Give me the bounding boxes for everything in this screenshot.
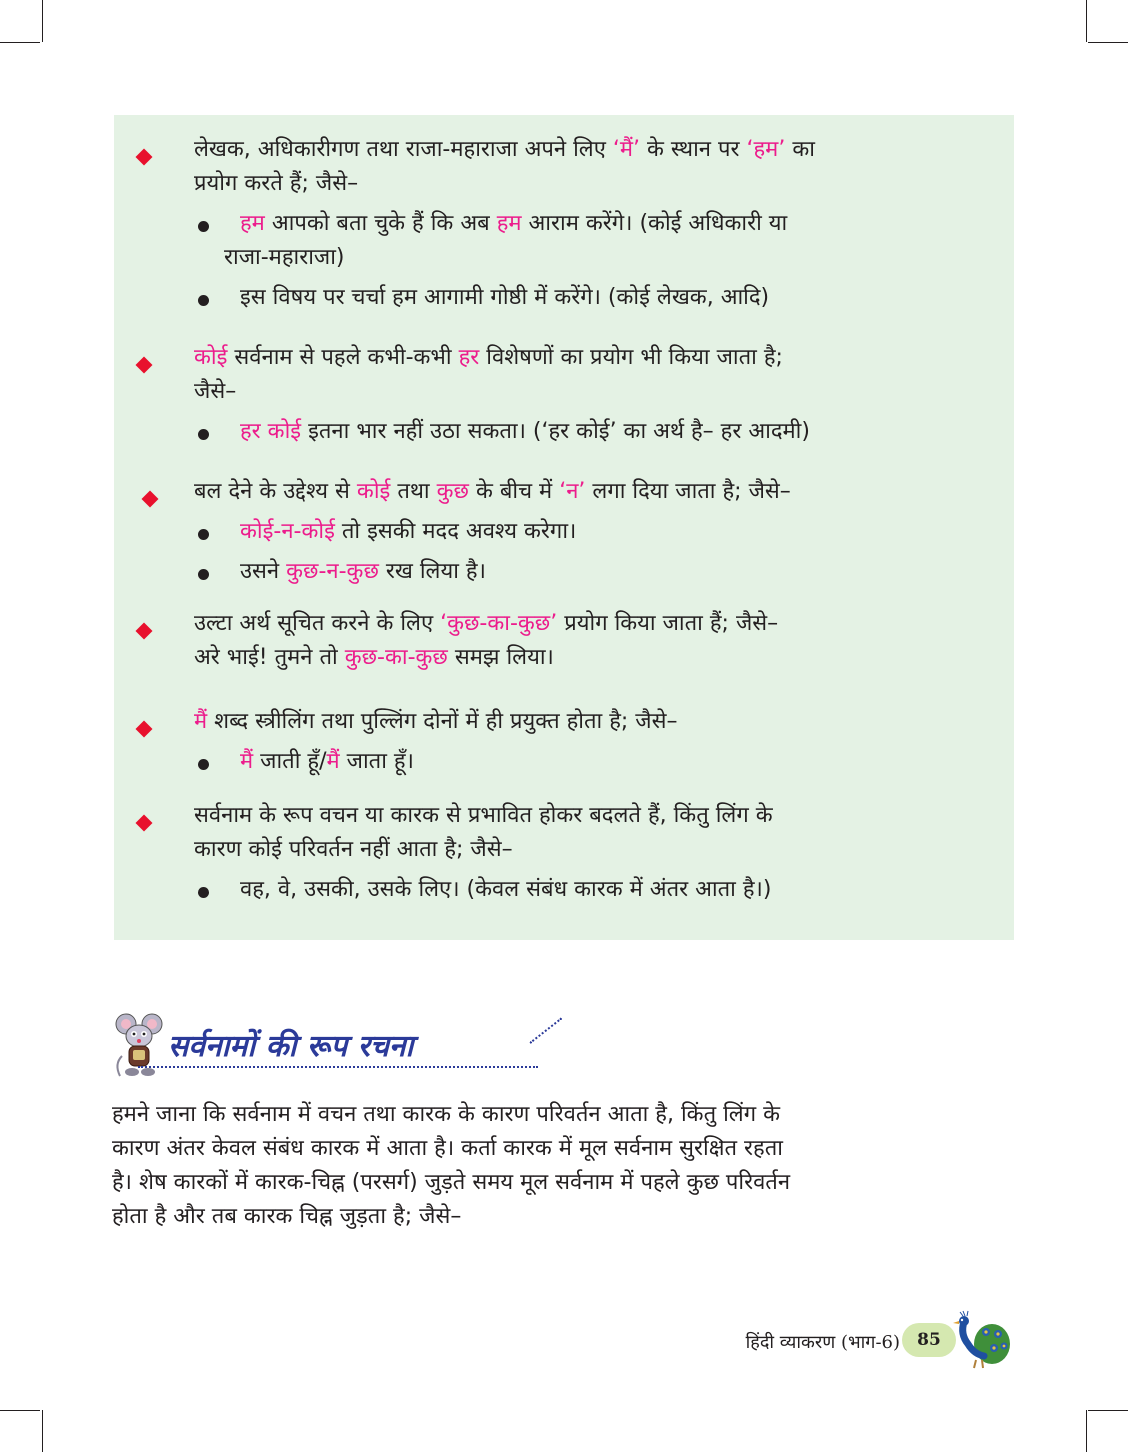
- highlighted-term: कुछ-न-कुछ: [286, 559, 379, 584]
- text-segment: का: [785, 137, 815, 162]
- text-segment: जाती हूँ/: [253, 749, 327, 774]
- example-line: [240, 555, 486, 589]
- highlighted-term: ‘कुछ-का-कुछ’: [440, 611, 558, 636]
- text-segment: इतना भार नहीं उठा सकता। (‘हर कोई’ का अर्थ है– हर आदमी): [301, 419, 810, 444]
- page-number: 85: [902, 1323, 956, 1357]
- example-line: [240, 745, 414, 779]
- mouse-mascot-icon: [112, 1012, 166, 1082]
- crop-mark: [1086, 0, 1087, 42]
- dot-bullet-icon: [198, 529, 209, 540]
- body-paragraph: [112, 1098, 1016, 1234]
- highlighted-term: कुछ-का-कुछ: [344, 645, 448, 670]
- text-segment: के स्थान पर: [640, 137, 747, 162]
- dot-bullet-icon: [198, 221, 209, 232]
- text-segment: इस विषय पर चर्चा हम आगामी गोष्ठी में करेंगे। (कोई लेखक, आदि): [240, 285, 770, 310]
- paragraph-line: हमने जाना कि सर्वनाम में वचन तथा कारक के कारण परिवर्तन आता है, किंतु लिंग के: [112, 1102, 780, 1127]
- info-box: [114, 115, 1014, 940]
- highlighted-term: ‘न’: [559, 479, 586, 504]
- dot-bullet-icon: [198, 295, 209, 306]
- highlighted-term: कुछ: [436, 479, 469, 504]
- diamond-bullet-icon: [136, 815, 153, 832]
- text-segment: वह, वे, उसकी, उसके लिए। (केवल संबंध कारक में अंतर आता है।): [240, 877, 772, 902]
- example-line: [240, 281, 769, 315]
- highlighted-term: कोई: [194, 345, 228, 370]
- text-segment: प्रयोग करते हैं; जैसे–: [194, 171, 359, 196]
- text-segment: जैसे–: [194, 379, 237, 404]
- crop-mark: [42, 0, 43, 42]
- diamond-bullet-icon: [142, 491, 159, 508]
- highlighted-term: हर कोई: [240, 419, 302, 444]
- peacock-icon: [950, 1310, 1012, 1370]
- book-title: हिंदी व्याकरण (भाग-6): [745, 1332, 900, 1353]
- highlighted-term: ‘मैं’: [612, 137, 641, 162]
- text-segment: उल्टा अर्थ सूचित करने के लिए: [194, 611, 441, 636]
- highlighted-term: हम: [240, 211, 265, 236]
- text-segment: आराम करेंगे। (कोई अधिकारी या: [521, 211, 788, 236]
- crop-mark: [1088, 42, 1128, 43]
- rule-line: [194, 607, 778, 641]
- text-segment: आपको बता चुके हैं कि अब: [264, 211, 497, 236]
- text-segment: सर्वनाम से पहले कभी-कभी: [227, 345, 459, 370]
- text-segment: शब्द स्त्रीलिंग तथा पुल्लिंग दोनों में ही प्रयुक्त होता है; जैसे–: [207, 709, 678, 734]
- rule-line: [194, 799, 773, 833]
- example-line: [240, 207, 787, 241]
- dot-bullet-icon: [198, 429, 209, 440]
- text-segment: तो इसकी मदद अवश्य करेगा।: [334, 519, 577, 544]
- text-segment: अरे भाई! तुमने तो: [194, 645, 345, 670]
- dot-bullet-icon: [198, 759, 209, 770]
- diamond-bullet-icon: [136, 623, 153, 640]
- text-segment: समझ लिया।: [447, 645, 554, 670]
- rule-line: [194, 705, 678, 739]
- dot-bullet-icon: [198, 569, 209, 580]
- text-segment: राजा-महाराजा): [224, 245, 345, 270]
- highlighted-term: मैं: [326, 749, 340, 774]
- diamond-bullet-icon: [136, 149, 153, 166]
- rule-line: [194, 167, 358, 201]
- text-segment: रख लिया है।: [378, 559, 486, 584]
- section-heading: [112, 1008, 552, 1088]
- text-segment: कारण कोई परिवर्तन नहीं आता है; जैसे–: [194, 837, 513, 862]
- text-segment: सर्वनाम के रूप वचन या कारक से प्रभावित होकर बदलते हैं, किंतु लिंग के: [194, 803, 773, 828]
- crop-mark: [0, 1410, 40, 1411]
- text-segment: बल देने के उद्देश्य से: [194, 479, 357, 504]
- crop-mark: [0, 42, 40, 43]
- text-segment: जाता हूँ।: [339, 749, 414, 774]
- rule-line: [194, 475, 791, 509]
- crop-mark: [1086, 1410, 1087, 1452]
- highlighted-term: कोई-न-कोई: [240, 519, 335, 544]
- text-segment: उसने: [240, 559, 287, 584]
- rule-line: [194, 133, 815, 167]
- rule-line: [194, 341, 783, 375]
- highlighted-term: हम: [496, 211, 522, 236]
- heading-underline: [138, 1066, 538, 1068]
- example-line: [240, 873, 771, 907]
- heading-underline-slant: [529, 1018, 562, 1044]
- text-segment: विशेषणों का प्रयोग भी किया जाता है;: [479, 345, 783, 370]
- text-segment: प्रयोग किया जाता हैं; जैसे–: [557, 611, 779, 636]
- diamond-bullet-icon: [136, 357, 153, 374]
- paragraph-line: होता है और तब कारक चिह्न जुड़ता है; जैसे–: [112, 1204, 462, 1229]
- rule-line: [194, 833, 513, 867]
- crop-mark: [42, 1410, 43, 1452]
- paragraph-line: है। शेष कारकों में कारक-चिह्न (परसर्ग) जुड़ते समय मूल सर्वनाम में पहले कुछ परिवर्तन: [112, 1170, 791, 1195]
- text-segment: के बीच में: [468, 479, 560, 504]
- highlighted-term: मैं: [194, 709, 208, 734]
- diamond-bullet-icon: [136, 721, 153, 738]
- rule-line: [194, 641, 554, 675]
- text-segment: तथा: [390, 479, 437, 504]
- highlighted-term: ‘हम’: [746, 137, 786, 162]
- highlighted-term: कोई: [356, 479, 391, 504]
- page-footer: [700, 1320, 1020, 1376]
- highlighted-term: हर: [458, 345, 480, 370]
- text-segment: लगा दिया जाता है; जैसे–: [585, 479, 791, 504]
- text-segment: लेखक, अधिकारीगण तथा राजा-महाराजा अपने लिए: [194, 137, 613, 162]
- section-title: सर्वनामों की रूप रचना: [168, 1029, 414, 1064]
- crop-mark: [1088, 1410, 1128, 1411]
- highlighted-term: मैं: [240, 749, 254, 774]
- example-line: [240, 515, 576, 549]
- rule-line: [194, 375, 236, 409]
- paragraph-line: कारण अंतर केवल संबंध कारक में आता है। कर्ता कारक में मूल सर्वनाम सुरक्षित रहता: [112, 1136, 783, 1161]
- dot-bullet-icon: [198, 887, 209, 898]
- example-line: [224, 241, 345, 275]
- example-line: [240, 415, 810, 449]
